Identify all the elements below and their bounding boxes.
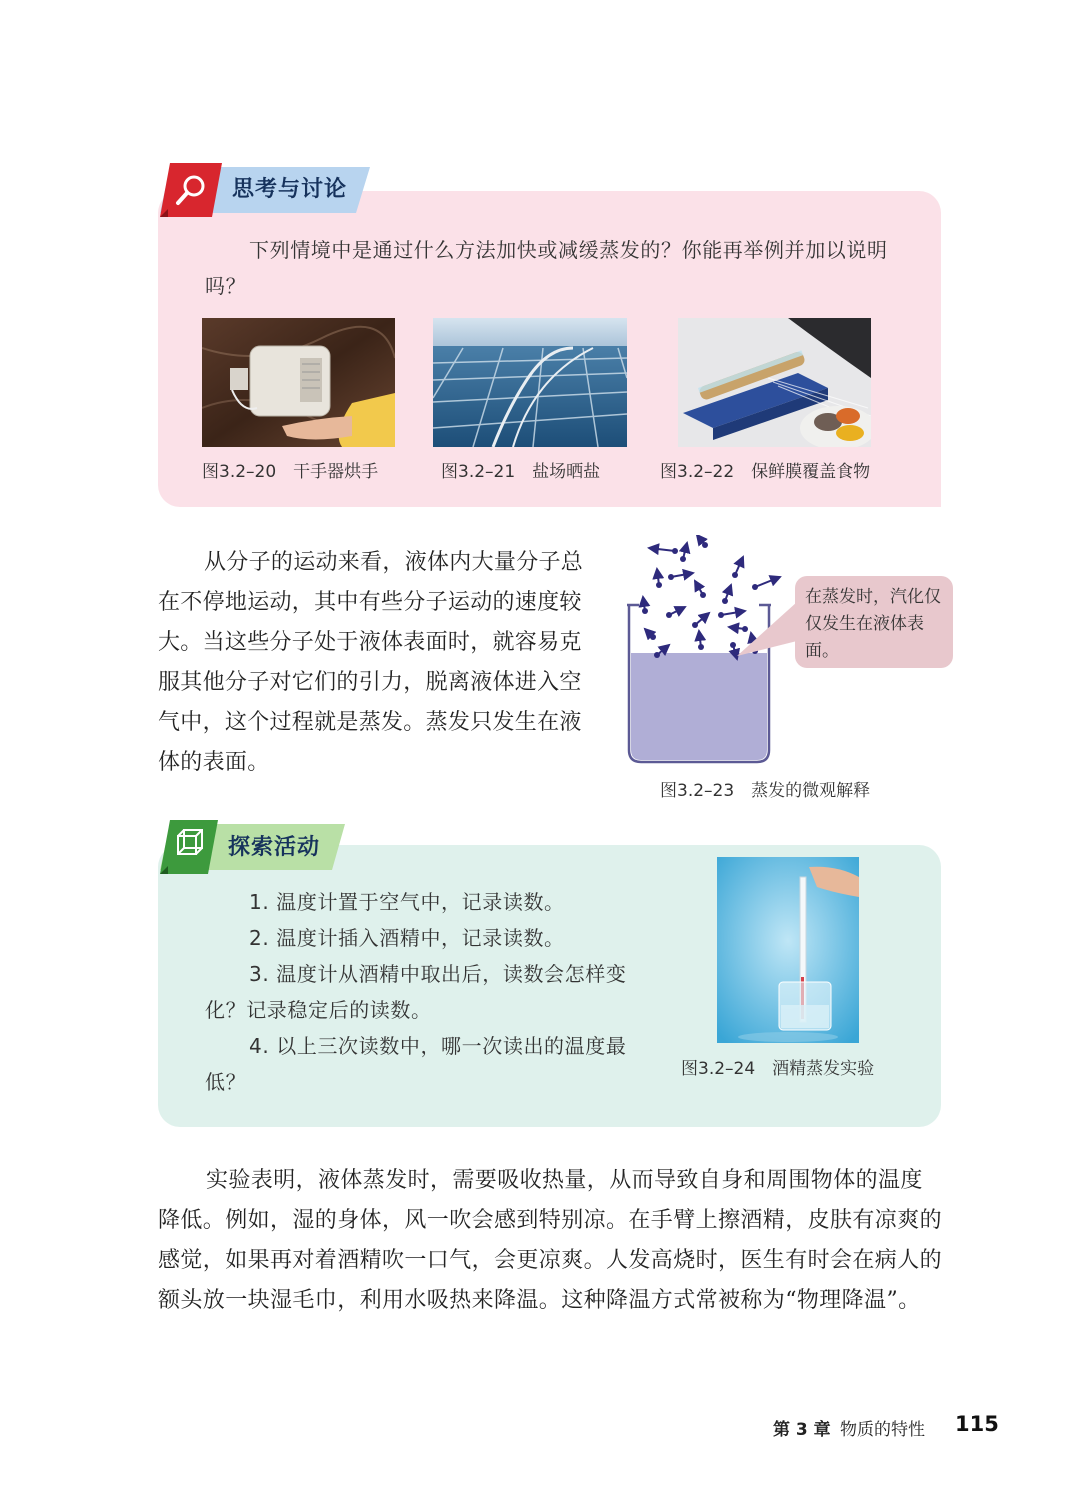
- footer-chapter-title: 物质的特性: [840, 1420, 925, 1440]
- explore-activity-title: 探索活动: [228, 835, 321, 860]
- figure-caption-20: 图3.2–20 干手器烘手: [202, 462, 379, 482]
- footer-chapter: 第 3 章: [773, 1420, 831, 1440]
- figure-caption-24: 图3.2–24 酒精蒸发实验: [681, 1059, 875, 1079]
- hand-dryer-photo: [202, 318, 395, 447]
- magnifier-icon: [172, 170, 212, 210]
- cube-icon: [172, 826, 208, 862]
- explore-step-4: 4. 以上三次读数中，哪一次读出的温度最低？: [205, 1034, 627, 1094]
- evaporation-note-text: 在蒸发时，汽化仅仅发生在液体表面。: [805, 587, 941, 661]
- think-discuss-title: 思考与讨论: [232, 177, 348, 202]
- explore-step-1: 1. 温度计置于空气中，记录读数。: [249, 890, 565, 914]
- cling-film-photo: [678, 318, 871, 447]
- alcohol-evaporation-photo: [717, 857, 859, 1043]
- salt-field-photo: [433, 318, 627, 447]
- figure-caption-22: 图3.2–22 保鲜膜覆盖食物: [660, 462, 871, 482]
- explore-step-3: 3. 温度计从酒精中取出后，读数会怎样变化？记录稳定后的读数。: [205, 962, 627, 1022]
- paragraph-evaporation-molecular: 从分子的运动来看，液体内大量分子总在不停地运动，其中有些分子运动的速度较大。当这些分子处于液体表面时，就容易克服其他分子对它们的引力，脱离液体进入空气中，这个过程就是蒸发。蒸发只发生在液体的表面。: [158, 550, 584, 775]
- explore-step-2: 2. 温度计插入酒精中，记录读数。: [249, 926, 565, 950]
- figure-caption-23: 图3.2–23 蒸发的微观解释: [660, 781, 871, 801]
- think-question: 下列情境中是通过什么方法加快或减缓蒸发的？你能再举例并加以说明吗？: [205, 238, 888, 298]
- figure-caption-21: 图3.2–21 盐场晒盐: [441, 462, 601, 482]
- page-number: 115: [955, 1412, 999, 1436]
- paragraph-evaporation-cooling: 实验表明，液体蒸发时，需要吸收热量，从而导致自身和周围物体的温度降低。例如，湿的身体，风一吹会感到特别凉。在手臂上擦酒精，皮肤有凉爽的感觉，如果再对着酒精吹一口气，会更凉爽。人发高烧时，医生有时会在病人的额头放一块湿毛巾，利用水吸热来降温。这种降温方式常被称为“物理降温”。: [158, 1168, 943, 1313]
